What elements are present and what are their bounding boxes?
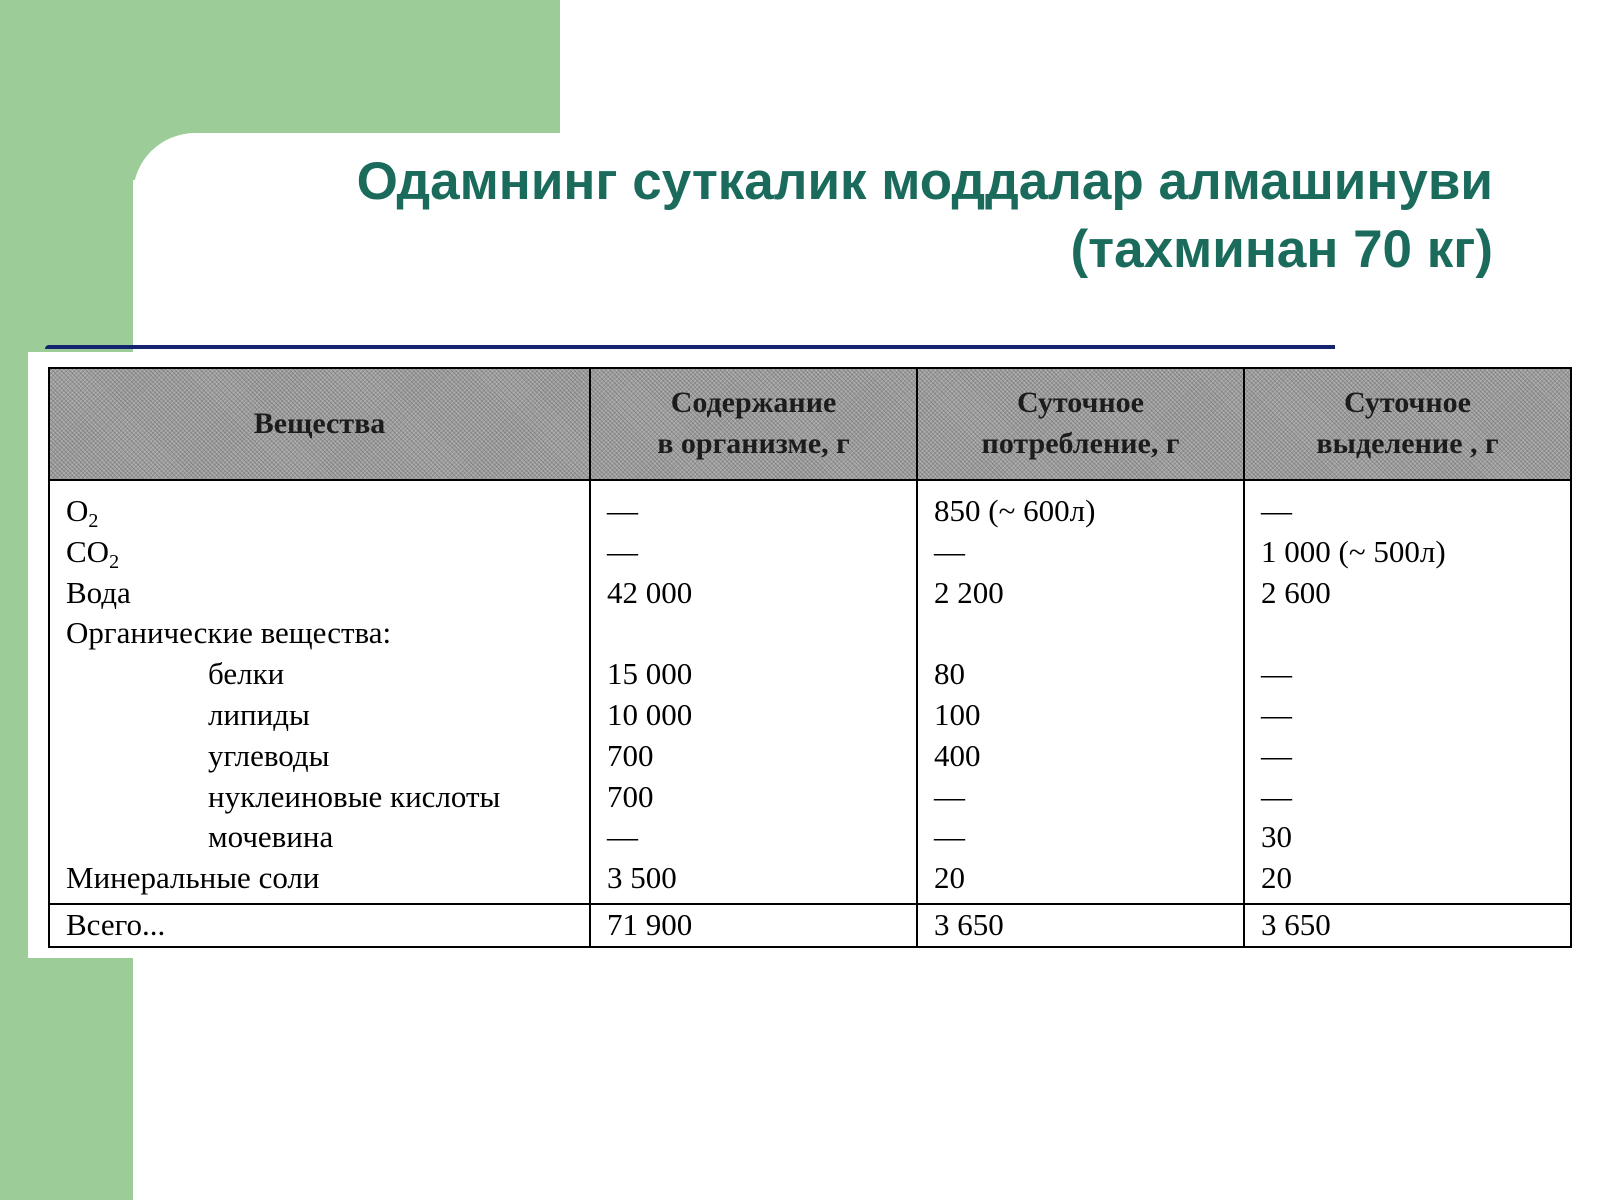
total-content: 71 900 (590, 904, 917, 947)
substance-name (66, 695, 589, 736)
intake-value: 100 (934, 696, 981, 732)
header-substances-label: Вещества (253, 407, 386, 440)
output-value: — (1261, 493, 1292, 528)
header-daily-intake (917, 368, 1244, 480)
header-daily-output (1244, 368, 1571, 480)
header-substances (49, 368, 590, 480)
substance-name-text: мочевина (208, 819, 334, 855)
substance-name-text: Органические вещества: (66, 615, 392, 651)
substance-name (66, 817, 589, 858)
substance-name (66, 532, 589, 573)
intake-value: 2 200 (934, 574, 1004, 610)
header-output-line-1: Суточное (1343, 386, 1471, 420)
table-header-row (49, 368, 1571, 480)
header-intake-line-2: потребление, г (981, 427, 1180, 460)
substance-name-subscript: 2 (109, 550, 120, 573)
table-body-row (49, 480, 1571, 904)
substance-name-text: углеводы (208, 737, 330, 773)
header-content-line-1: Содержание (670, 386, 837, 420)
intake-value: — (934, 819, 965, 855)
substance-name-text: Вода (66, 574, 131, 610)
slide-title (193, 148, 1493, 284)
intake-values-column (917, 480, 1244, 904)
content-value (607, 613, 916, 654)
total-label: Всего... (49, 904, 590, 947)
substance-name (66, 736, 589, 777)
output-value: 30 (1261, 819, 1292, 855)
substance-name (66, 573, 589, 614)
substance-name (66, 613, 589, 654)
content-value: 15 000 (607, 656, 693, 692)
content-values-column (590, 480, 917, 904)
substance-name (66, 777, 589, 818)
header-content (590, 368, 917, 480)
substance-name-text: Минеральные соли (66, 860, 320, 896)
total-output: 3 650 (1244, 904, 1571, 947)
output-value: — (1261, 778, 1292, 814)
header-output-line-2: выделение , г (1316, 427, 1499, 460)
intake-value: 20 (934, 860, 965, 896)
header-content-line-2: в организме, г (657, 427, 850, 460)
content-value: 700 (607, 778, 654, 814)
intake-value: 80 (934, 656, 965, 692)
header-intake-line-1: Суточное (1016, 386, 1144, 420)
content-value: 42 000 (607, 574, 693, 610)
intake-value: 400 (934, 737, 981, 773)
substance-name-text: нуклеиновые кислоты (208, 778, 501, 814)
title-underline (45, 345, 1335, 349)
output-value: — (1261, 656, 1292, 692)
content-value: 3 500 (607, 860, 677, 896)
intake-value: — (934, 778, 965, 814)
substance-name (66, 858, 589, 899)
output-value: 2 600 (1261, 574, 1331, 610)
output-value: — (1261, 696, 1292, 732)
content-value: 700 (607, 737, 654, 773)
output-values-column (1244, 480, 1571, 904)
intake-value (934, 613, 1243, 654)
total-intake: 3 650 (917, 904, 1244, 947)
content-value: — (607, 819, 638, 855)
substance-name-text: белки (208, 656, 285, 692)
slide-title-line-1: Одамнинг суткалик моддалар алмашинуви (356, 152, 1493, 211)
intake-value: 850 (~ 600л) (934, 493, 1096, 528)
table-total-row (49, 904, 1571, 947)
content-value: 10 000 (607, 696, 693, 732)
metabolism-table (48, 367, 1572, 948)
substance-names-column (49, 480, 590, 904)
output-value: 20 (1261, 860, 1292, 896)
output-value (1261, 613, 1570, 654)
output-value: 1 000 (~ 500л) (1261, 533, 1446, 569)
substance-name-subscript: 2 (88, 510, 99, 532)
substance-name (66, 654, 589, 695)
intake-value: — (934, 533, 965, 569)
substance-name-text: O (66, 493, 89, 528)
substance-name-text: CO (66, 533, 110, 569)
slide-title-line-2: (тахминан 70 кг) (1070, 220, 1493, 279)
content-value: — (607, 493, 638, 528)
substance-name-text: липиды (208, 696, 310, 732)
content-value: — (607, 533, 638, 569)
output-value: — (1261, 737, 1292, 773)
substance-name (66, 491, 589, 532)
